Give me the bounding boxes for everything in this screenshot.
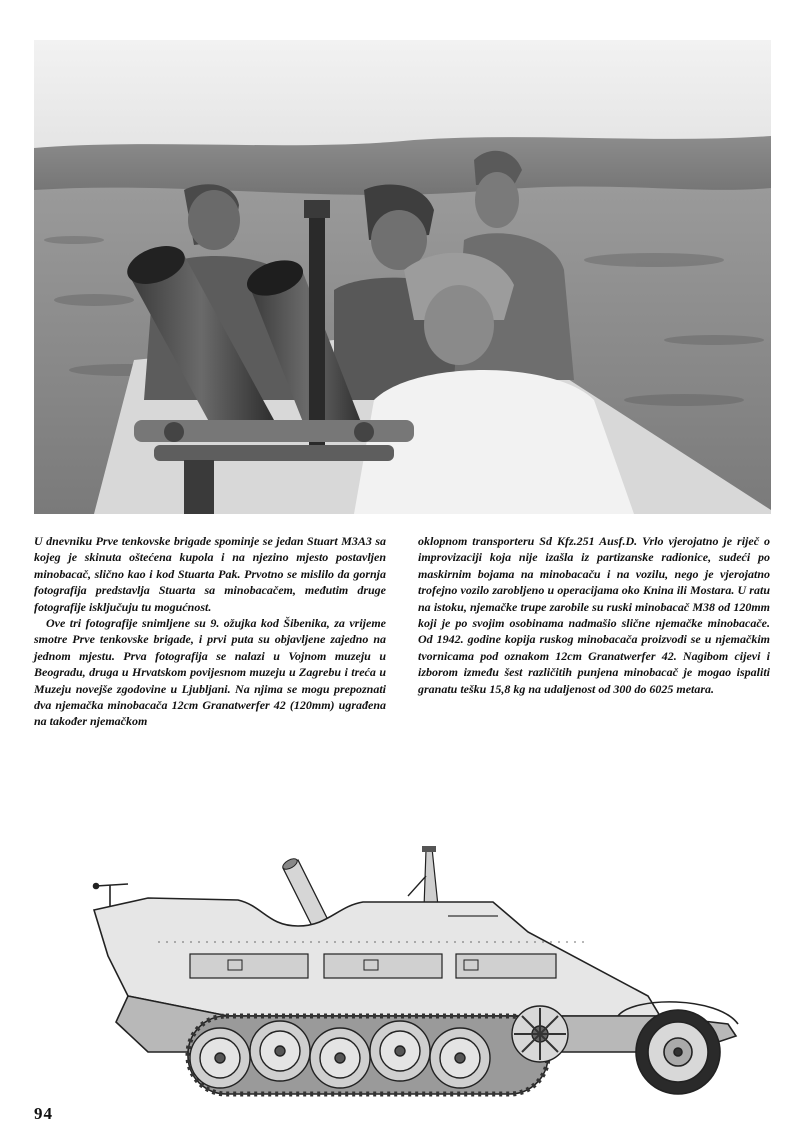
caption-paragraph-2: Ove tri fotografije snimljene su 9. ožujka kod Šibenika, za vrijeme smotre Prve tenkovske brigade, i prvi puta su objavljene zajedno na jednom mjestu. Prva fotografija se nalazi u Vojnom muzeju u Beogradu, druga u Hrvatskom povijesnom muzeju u Zagrebu i treća u Muzeju novejše zgodovine u Ljubljani. Na njima se mogu prepoznati dva njemačka minobacača 12cm Granatwerfer 42 (120mm) ugrađena na također njemačkom bbox=[34, 616, 386, 729]
front-wheel bbox=[636, 1010, 720, 1094]
caption-paragraph-1: U dnevniku Prve tenkovske brigade spominje se jedan Stuart M3A3 sa kojeg je skinuta oštećena kupola i na njezino mjesto postavljen minobacač, slično kao i kod Stuarta Pak. Prvotno se mislilo da gornja fotografija predstavlja Stuarta sa minobacačem, međutim druge fotografije isključuju tu mogućnost. bbox=[34, 534, 386, 614]
mortar-tube-front bbox=[408, 846, 438, 908]
page-number: 94 bbox=[34, 1104, 53, 1123]
caption-paragraph-3: oklopnom transporteru Sd Kfz.251 Ausf.D. Vrlo vjerojatno je riječ o improvizaciji koja nije izašla iz partizanske radionice, sudeći po maskirnim bojama na minobacaču i na vozilu, nego je vjerojatno trofejno vozilo zarobljeno u operacijama oko Knina ili Mostara. U ratu na istoku, njemačke trupe zarobile su ruski minobacač M38 od 120mm koji je po svojim osobinama nadmašio slične njemačke minobacače. Od 1942. godine kopija ruskog minobacača proizvodi se u njemačkim tvornicama pod oznakom 12cm Granatwerfer 42. Nagibom cijevi i izborom između šest različitih punjena minobacač je mogao ispaliti granatu tešku 15,8 kg na udaljenost od 300 do 6025 metara. bbox=[418, 534, 770, 696]
drive-sprocket bbox=[512, 1006, 568, 1062]
halftrack-side-drawing bbox=[88, 846, 748, 1098]
caption-right-column bbox=[418, 533, 770, 697]
caption-left-column bbox=[34, 533, 386, 730]
storage-boxes bbox=[190, 954, 556, 978]
photograph-soldiers-with-mortars bbox=[34, 40, 771, 514]
